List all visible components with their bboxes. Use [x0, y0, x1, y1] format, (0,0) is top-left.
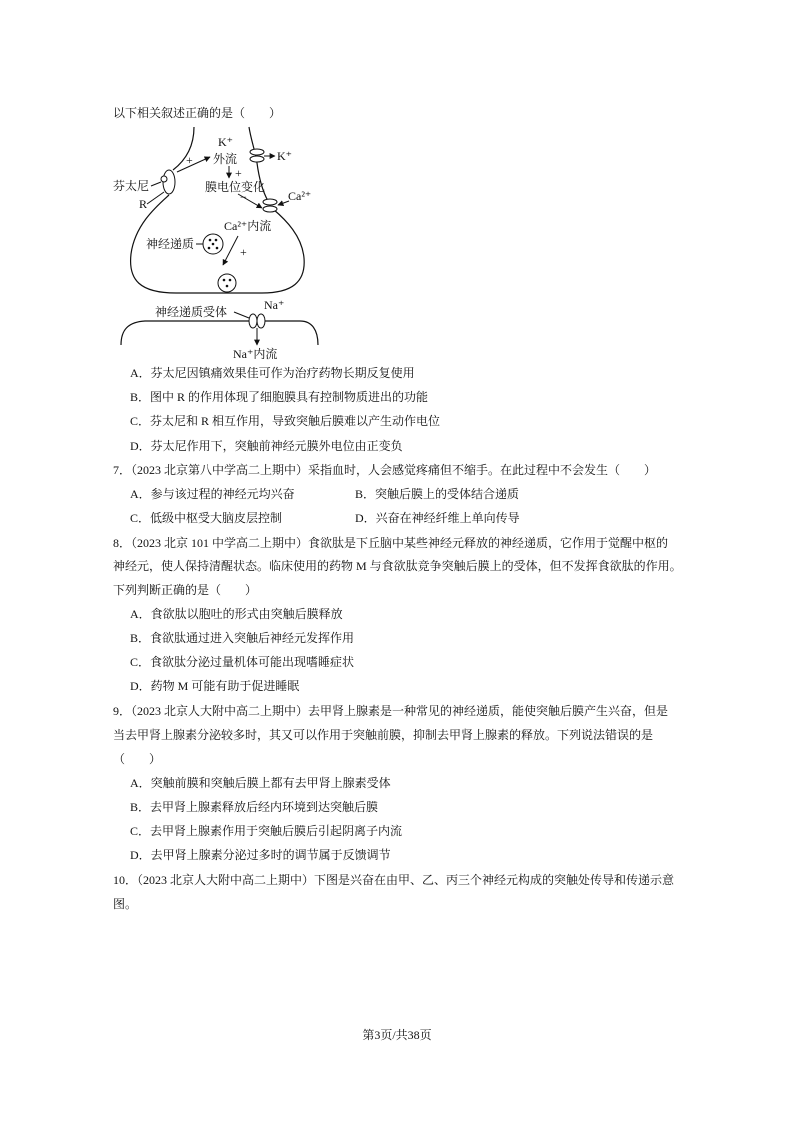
q8-option-a: A．食欲肽以胞吐的形式由突触后膜释放: [130, 607, 343, 621]
membrane-potential-change-label: 膜电位变化: [205, 180, 266, 194]
vesicle-dot: [226, 285, 229, 288]
q9-stem-line-2: 当去甲肾上腺素分泌较多时，其又可以作用于突触前膜，抑制去甲肾上腺素的释放。下列说法错误的是: [113, 728, 654, 742]
q6-stem: 以下相关叙述正确的是（ ）: [113, 106, 282, 120]
neurotransmitter-receptor-icon: [249, 314, 265, 328]
q10-stem-line-2: 图。: [113, 897, 138, 911]
synaptic-vesicle-icon: [203, 234, 223, 254]
plus-sign-2: +: [235, 166, 242, 180]
q7-stem: 7．（2023 北京第八中学高二上期中）采指血时，人会感觉疼痛但不缩手。在此过程中不会发生（ ）: [113, 463, 657, 477]
q8-stem-line-3: 下列判断正确的是（ ）: [113, 583, 258, 597]
q7-option-a: A．参与该过程的神经元均兴奋: [130, 487, 295, 501]
na-influx-label: Na⁺内流: [233, 347, 278, 361]
neurotransmitter-label: 神经递质: [146, 237, 195, 251]
k-channel-lower: [250, 156, 264, 162]
page-number: 第3页/共38页: [362, 1028, 432, 1042]
ca-ion-label: Ca²⁺: [288, 189, 312, 203]
q9-stem-line-3: （ ）: [113, 752, 162, 766]
plus-sign-3: +: [240, 245, 247, 259]
k-channel-upper: [250, 149, 264, 155]
vesicle-dot: [229, 279, 232, 282]
ca-to-vesicle-arrow: [223, 236, 238, 265]
receptor-leader-line: [234, 312, 249, 318]
ca-channel-icon: [263, 199, 277, 212]
fusing-vesicle-icon: [218, 274, 236, 292]
q7-option-b: B．突触后膜上的受体结合递质: [355, 487, 520, 501]
q9-option-b: B．去甲肾上腺素释放后经内环境到达突触后膜: [130, 800, 379, 814]
fentanyl-to-efflux-arrow: [177, 157, 210, 172]
vesicle-dot: [212, 243, 215, 246]
q9-option-c: C．去甲肾上腺素作用于突触后膜后引起阴离子内流: [130, 824, 403, 838]
ca-influx-label: Ca²⁺内流: [224, 219, 272, 233]
na-ion-label: Na⁺: [264, 298, 285, 312]
q6-option-c: C．芬太尼和 R 相互作用，导致突触后膜难以产生动作电位: [130, 414, 441, 428]
q6-option-b: B．图中 R 的作用体现了细胞膜具有控制物质进出的功能: [130, 390, 429, 404]
fusing-vesicle-outline: [218, 274, 236, 292]
q9-stem-line-1: 9．（2023 北京人大附中高二上期中）去甲肾上腺素是一种常见的神经递质，能使突触后膜产生兴奋，但是: [113, 704, 669, 718]
vesicle-dot: [223, 279, 226, 282]
plus-sign-1: +: [186, 153, 193, 167]
synapse-diagram: [100, 125, 330, 370]
q8-stem-line-1: 8．（2023 北京 101 中学高二上期中）食欲肽是下丘脑中某些神经元释放的神经递质，它作用于觉醒中枢的: [113, 536, 669, 550]
k-ion-top-label: K⁺: [218, 135, 233, 149]
k-channel-icon: [250, 149, 264, 162]
fentanyl-molecule-icon: [161, 176, 167, 182]
ca-channel-upper: [263, 199, 277, 205]
q8-option-c: C．食欲肽分泌过量机体可能出现嗜睡症状: [130, 655, 355, 669]
q7-option-d: D．兴奋在神经纤维上单向传导: [355, 511, 520, 525]
q8-stem-line-2: 神经元，使人保持清醒状态。临床使用的药物 M 与食欲肽竞争突触后膜上的受体，但不发挥食欲肽的作用。: [113, 559, 682, 573]
vesicle-dot: [215, 239, 218, 242]
q6-option-d: D．芬太尼作用下，突触前神经元膜外电位由正变负: [130, 439, 403, 453]
vesicle-dot: [216, 247, 219, 250]
q9-option-a: A．突触前膜和突触后膜上都有去甲肾上腺素受体: [130, 776, 391, 790]
vesicle-dot: [209, 239, 212, 242]
neurotransmitter-receptor-label: 神经递质受体: [155, 305, 228, 319]
q8-option-d: D．药物 M 可能有助于促进睡眠: [130, 679, 300, 693]
postsynaptic-membrane: [121, 321, 318, 345]
k-efflux-label: 外流: [213, 152, 238, 166]
q8-option-b: B．食欲肽通过进入突触后神经元发挥作用: [130, 631, 355, 645]
ca-channel-lower: [263, 206, 277, 212]
vesicle-dot: [208, 247, 211, 250]
q10-stem-line-1: 10．（2023 北京人大附中高二上期中）下图是兴奋在由甲、乙、丙三个神经元构成的突触处传导和传递示意: [113, 873, 675, 887]
receptor-left-subunit: [249, 314, 257, 328]
minus-sign: −: [240, 190, 247, 204]
receptor-right-subunit: [257, 314, 265, 328]
q6-option-a: A．芬太尼因镇痛效果佳可作为治疗药物长期反复使用: [130, 366, 415, 380]
k-ion-right-label: K⁺: [277, 149, 292, 163]
receptor-r-label: R: [139, 197, 148, 211]
q7-option-c: C．低级中枢受大脑皮层控制: [130, 511, 283, 525]
ca-in-arrow: [278, 201, 289, 205]
q9-option-d: D．去甲肾上腺素分泌过多时的调节属于反馈调节: [130, 848, 391, 862]
fentanyl-label: 芬太尼: [113, 179, 150, 193]
fentanyl-leader-line: [151, 182, 161, 186]
